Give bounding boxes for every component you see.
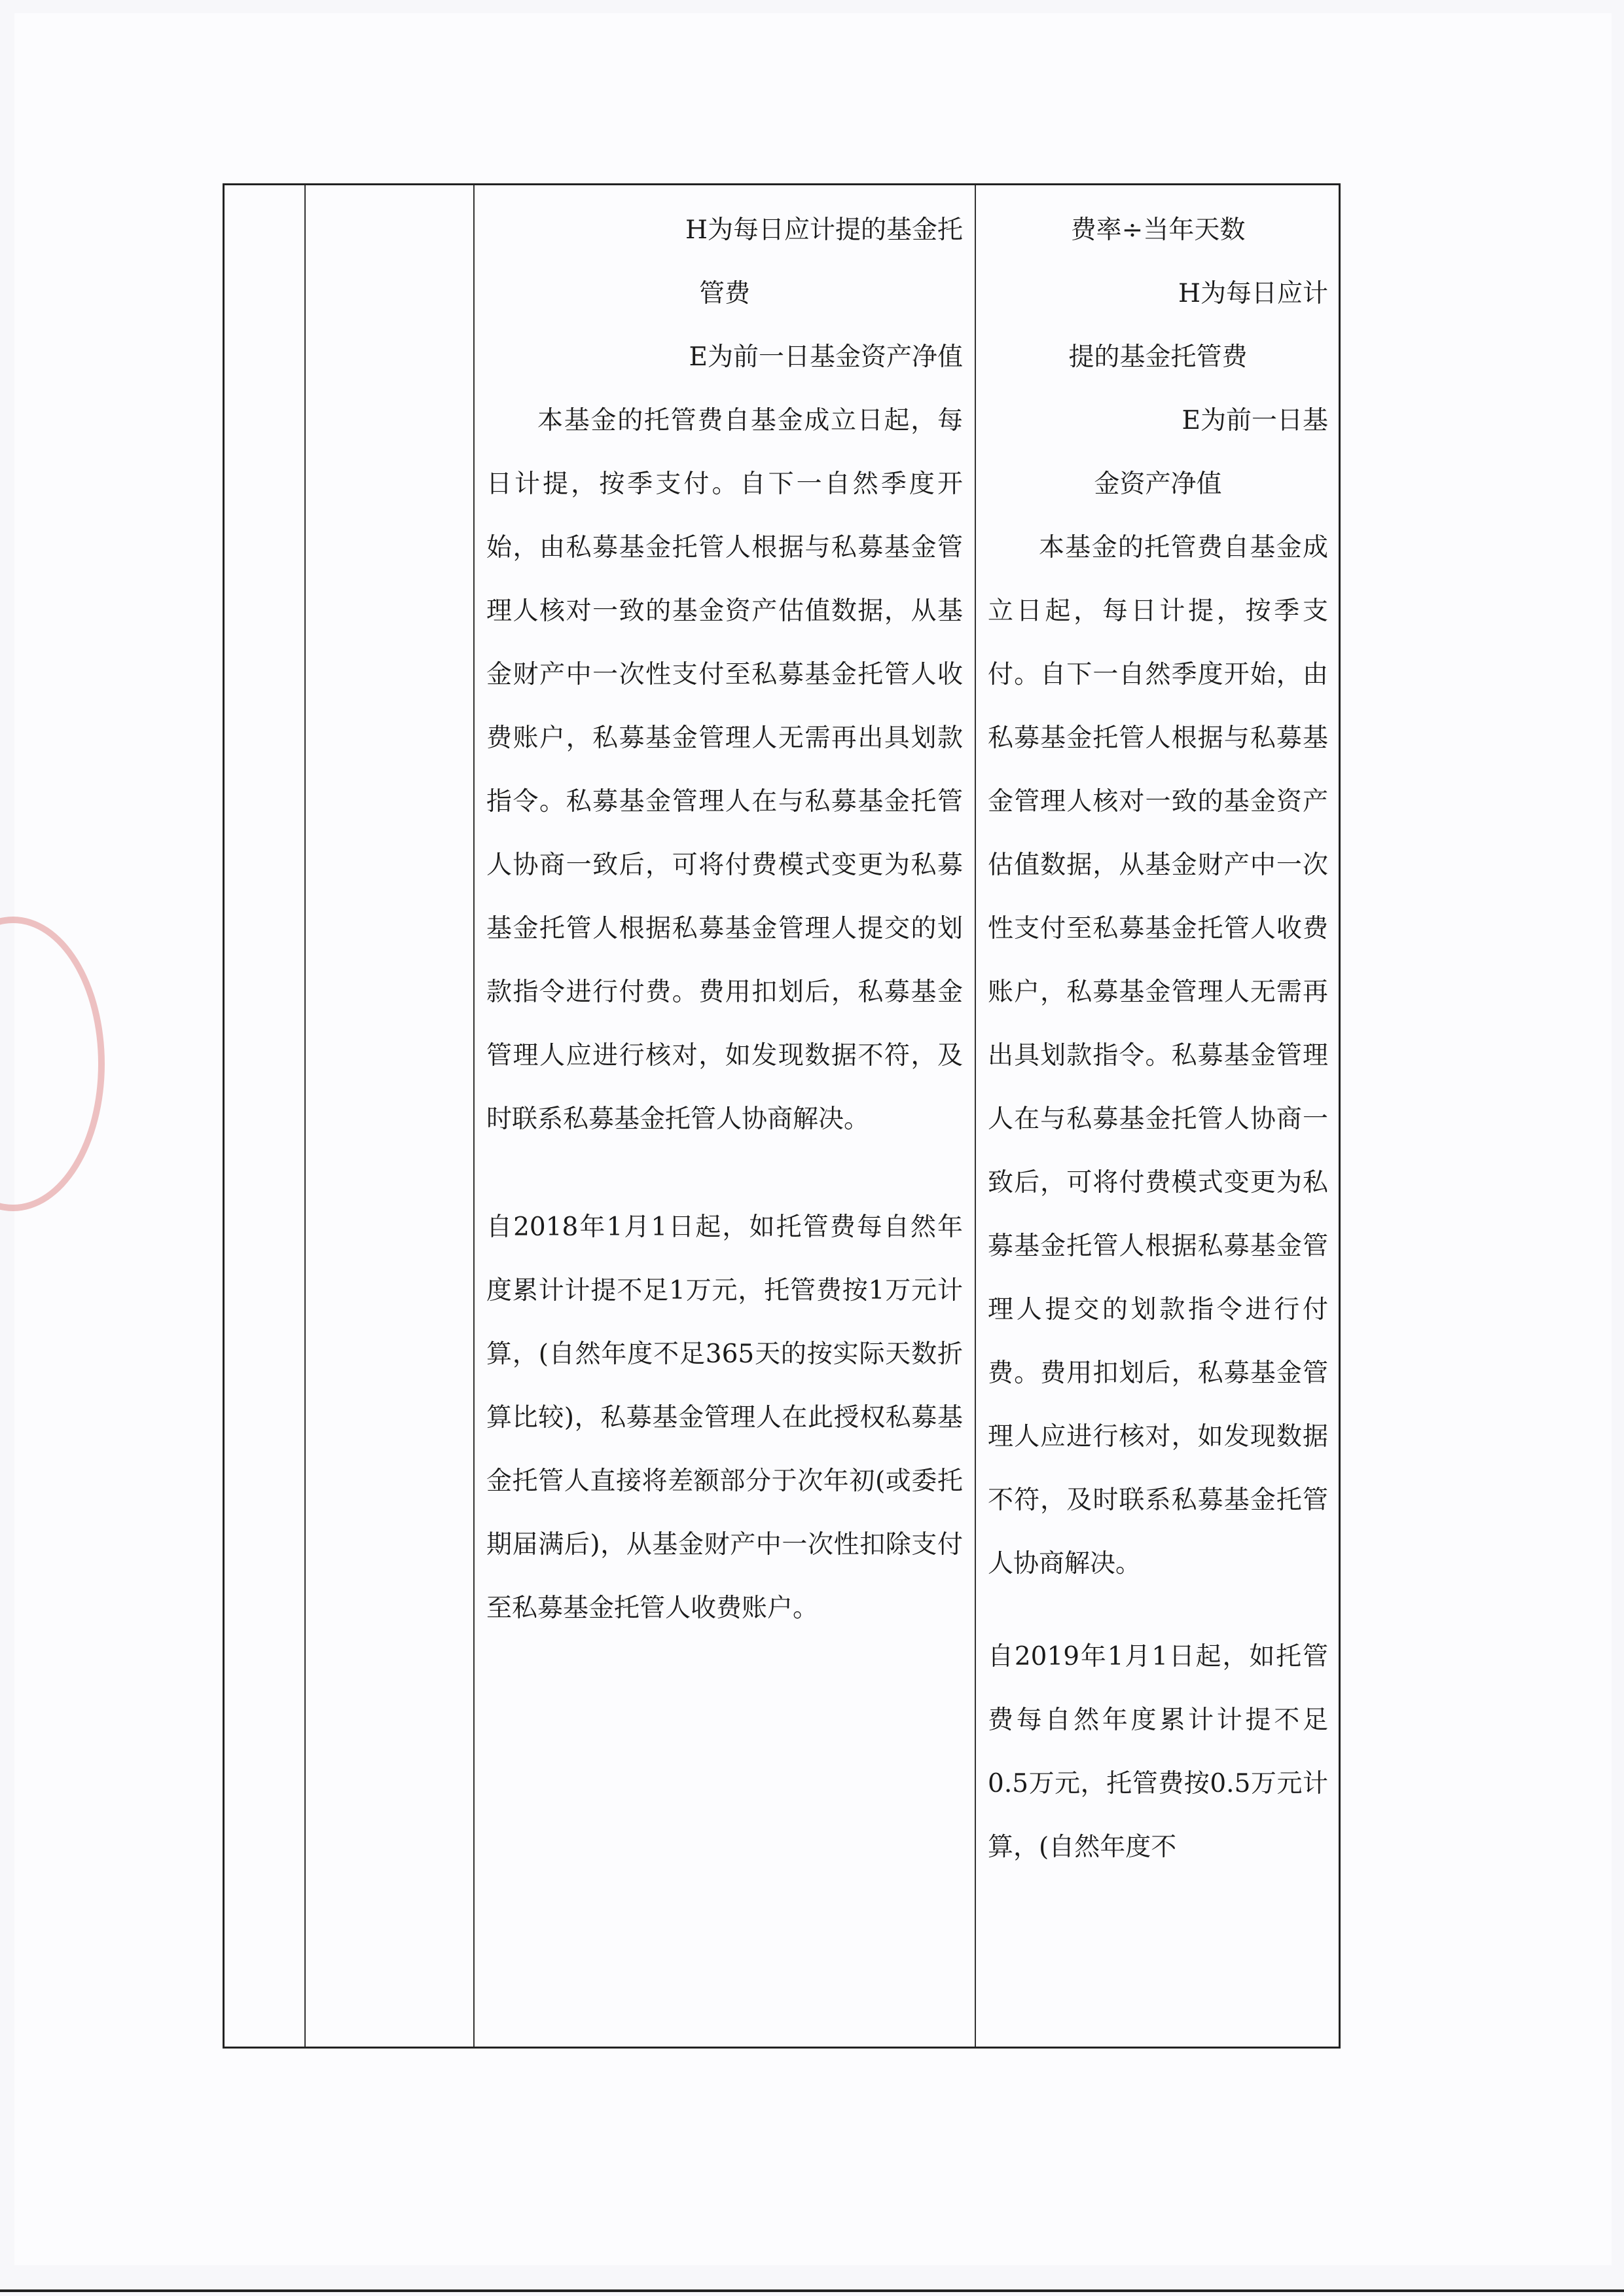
scan-bottom-edge	[0, 2289, 1624, 2292]
formula-rate-line: 费率÷当年天数	[1070, 215, 1246, 245]
formula-e-line: E为前一日基	[1182, 406, 1328, 435]
fee-comparison-table	[223, 183, 1341, 2049]
payment-terms-paragraph: 本基金的托管费自基金成立日起，每日计提，按季支付。自下一自然季度开始，由私募基金托管人根据与私募基金管理人核对一致的基金资产估值数据，从基金财产中一次性支付至私募基金托管人收费账户，私募基金管理人无需再出具划款指令。私募基金管理人在与私募基金托管人协商一致后，可将付费模式变更为私募基金托管人根据私募基金管理人提交的划款指令进行付费。费用扣划后，私募基金管理人应进行核对，如发现数据不符，及时联系私募基金托管人协商解决。	[486, 406, 963, 1134]
minimum-fee-paragraph: 自2018年1月1日起，如托管费每自然年度累计计提不足1万元，托管费按1万元计算，(自然年度不足365天的按实际天数折算比较)，私募基金管理人在此授权私募基金托管人直接将差额部分于次年初(或委托期届满后)，从基金财产中一次性扣除支付至私募基金托管人收费账户。	[486, 1212, 963, 1623]
original-terms-cell	[486, 185, 963, 1640]
formula-h-line: H为每日应计提的基金托	[685, 215, 963, 245]
column-divider	[473, 185, 475, 2047]
column-divider	[975, 185, 976, 2047]
revised-terms-cell	[988, 185, 1328, 1879]
formula-e-line: E为前一日基金资产净值	[689, 342, 963, 372]
formula-h-line-cont: 提的基金托管费	[1068, 342, 1248, 372]
column-divider	[304, 185, 306, 2047]
payment-terms-paragraph: 本基金的托管费自基金成立日起，每日计提，按季支付。自下一自然季度开始，由私募基金托管人根据与私募基金管理人核对一致的基金资产估值数据，从基金财产中一次性支付至私募基金托管人收费账户，私募基金管理人无需再出具划款指令。私募基金管理人在与私募基金托管人协商一致后，可将付费模式变更为私募基金托管人根据私募基金管理人提交的划款指令进行付费。费用扣划后，私募基金管理人应进行核对，如发现数据不符，及时联系私募基金托管人协商解决。	[988, 533, 1328, 1578]
formula-h-line-cont: 管费	[698, 279, 750, 308]
formula-e-line-cont: 金资产净值	[1094, 469, 1222, 499]
formula-h-line: H为每日应计	[1178, 279, 1328, 308]
minimum-fee-paragraph: 自2019年1月1日起，如托管费每自然年度累计计提不足0.5万元，托管费按0.5万元计算，(自然年度不	[988, 1642, 1328, 1862]
